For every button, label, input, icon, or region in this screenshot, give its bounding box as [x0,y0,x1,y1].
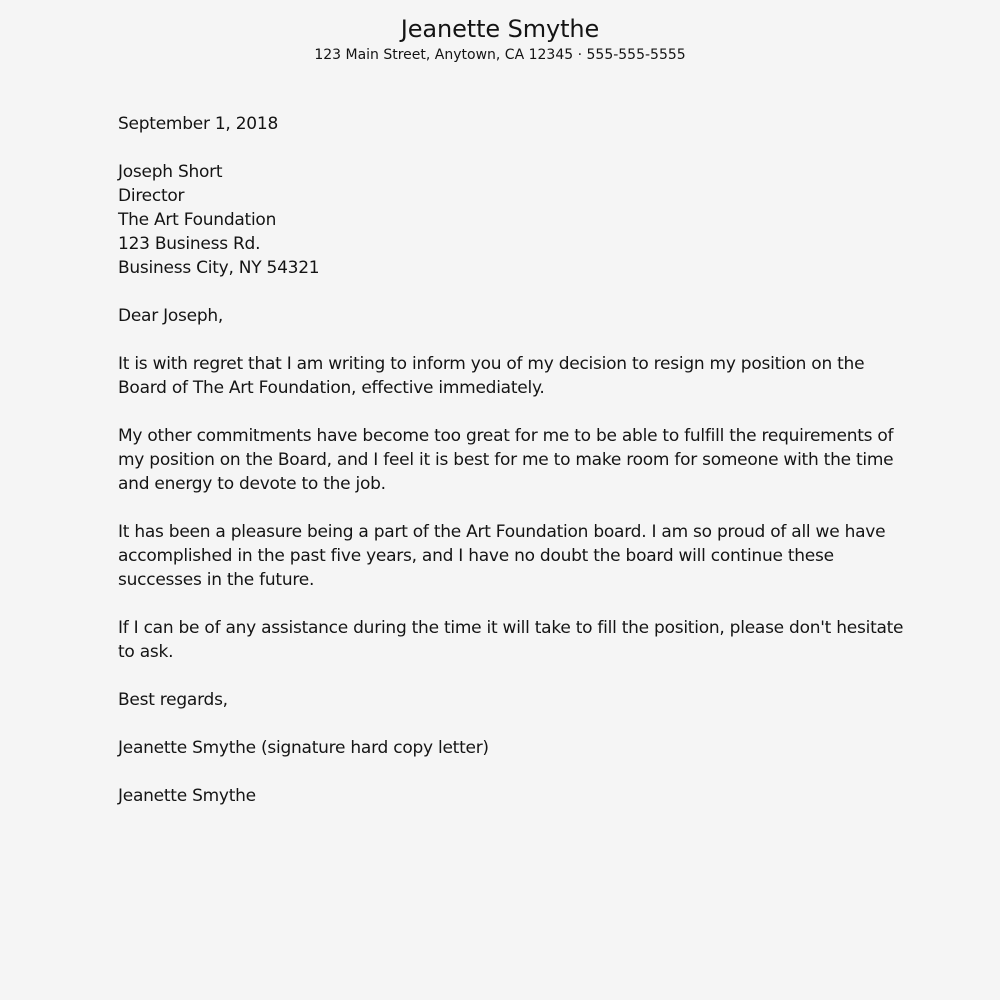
typed-name-text: Jeanette Smythe [118,786,256,806]
sender-contact: 123 Main Street, Anytown, CA 12345 · 555-555-5555 [314,47,686,63]
recipient-street: 123 Business Rd. [118,234,261,254]
paragraph-line: My other commitments have become too great for me to be able to fulfill the requirements of [118,426,894,446]
paragraph-line: successes in the future. [118,570,315,590]
typed-name [118,784,888,808]
signature [118,736,888,760]
paragraph-line: and energy to devote to the job. [118,474,386,494]
recipient-name: Joseph Short [118,162,223,182]
body-paragraph [118,616,904,664]
recipient-city: Business City, NY 54321 [118,258,320,278]
paragraph-line: Board of The Art Foundation, effective immediately. [118,378,545,398]
paragraph-line: accomplished in the past five years, and I have no doubt the board will continue these [118,546,834,566]
paragraph-line: It is with regret that I am writing to inform you of my decision to resign my position on the [118,354,865,374]
signature-note: Jeanette Smythe (signature hard copy letter) [118,738,489,758]
letter-body [118,112,904,832]
salutation [118,304,888,328]
salutation-text: Dear Joseph, [118,306,224,326]
paragraph-line: to ask. [118,642,174,662]
recipient-title: Director [118,186,185,206]
body-paragraph [118,424,894,496]
letter-date [118,112,888,136]
recipient-organization: The Art Foundation [118,210,277,230]
body-paragraph [118,352,888,400]
date-text: September 1, 2018 [118,114,279,134]
closing [118,688,888,712]
closing-text: Best regards, [118,690,228,710]
paragraph-line: If I can be of any assistance during the time it will take to fill the position, please don't hesitate [118,618,904,638]
paragraph-line: my position on the Board, and I feel it is best for me to make room for someone with the time [118,450,894,470]
body-paragraph [118,520,888,592]
recipient-address [118,160,888,280]
sender-name: Jeanette Smythe [400,15,600,43]
letterhead [0,14,1000,64]
paragraph-line: It has been a pleasure being a part of the Art Foundation board. I am so proud of all we have [118,522,886,542]
